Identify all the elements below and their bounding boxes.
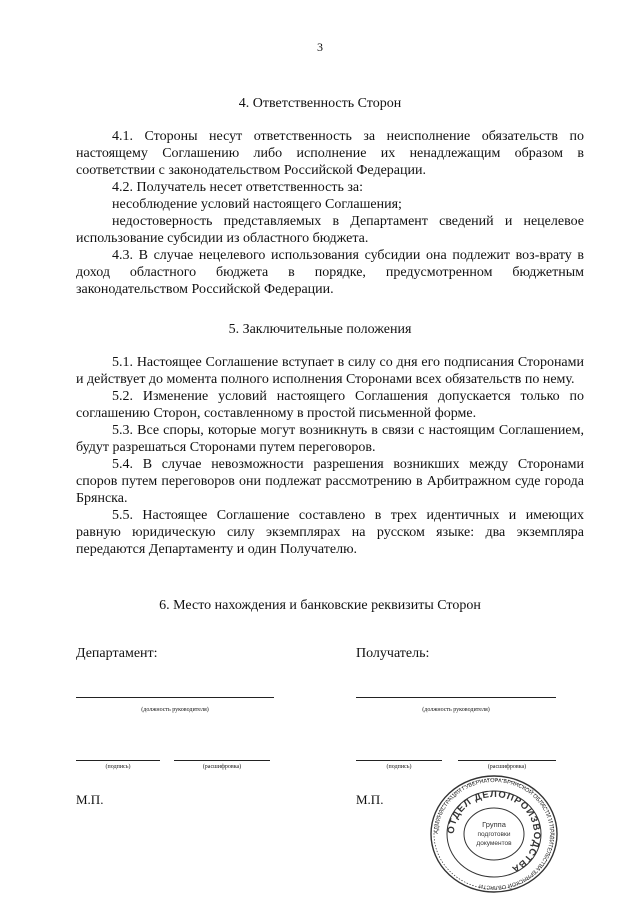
recipient-seal-label: М.П.	[356, 792, 384, 807]
clause-5-3: 5.3. Все споры, которые могут возникнуть в связи с настоящим Соглашением, будут разрешаться Сторонами путем переговоров.	[76, 423, 584, 455]
department-label: Департамент:	[76, 646, 158, 661]
stamp-outer-text: АДМИНИСТРАЦИЯ ГУБЕРНАТОРА БРЯНСКОЙ ОБЛАСТИ И ПРАВИТЕЛЬСТВА БРЯНСКОЙ ОБЛАСТИ	[433, 777, 555, 891]
recipient-decoding-caption: (расшифровка)	[487, 764, 527, 770]
recipient-signature-line	[356, 760, 442, 761]
department-signature-caption: (подпись)	[105, 764, 131, 770]
clause-5-5: 5.5. Настоящее Соглашение составлено в трех идентичных и имеющих равную юридическую силу экземплярах на русском языке: два экземпляра передаются Департаменту и один Получателю.	[76, 508, 584, 557]
department-signature-line	[76, 760, 160, 761]
page-number: 3	[317, 40, 323, 54]
section-5-title: 5. Заключительные положения	[228, 322, 412, 337]
stamp-center-line-2: подготовки	[477, 831, 511, 838]
document-stamp	[428, 774, 560, 894]
section-4-body	[76, 128, 584, 298]
recipient-label: Получатель:	[356, 646, 430, 661]
clause-4-2: 4.2. Получатель несет ответственность за:	[112, 180, 364, 195]
recipient-position-line	[356, 697, 556, 698]
section-6-title: 6. Место нахождения и банковские реквизиты Сторон	[159, 598, 481, 613]
clause-4-2-item-2: недостоверность представляемых в Департамент сведений и нецелевое использование субсидии из областного бюджета.	[76, 214, 584, 246]
recipient-signature-caption: (подпись)	[386, 764, 412, 770]
stamp-center-line-3: документов	[476, 840, 512, 847]
stamp-center-line-1: Группа	[482, 820, 506, 829]
clause-4-1: 4.1. Стороны несут ответственность за неисполнение обязательств по настоящему Соглашению либо исполнение их ненадлежащим образом в соответствии с законодательством Российской Федерации.	[76, 129, 584, 178]
department-position-line	[76, 697, 274, 698]
stamp-inner-text: ОТДЕЛ ДЕЛОПРОИЗВОДСТВА	[445, 788, 543, 875]
section-4-title: 4. Ответственность Сторон	[238, 96, 402, 111]
clause-5-2: 5.2. Изменение условий настоящего Соглашения допускается только по соглашению Сторон, составленному в простой письменной форме.	[76, 389, 584, 421]
recipient-decoding-line	[458, 760, 556, 761]
clause-4-2-item-1: несоблюдение условий настоящего Соглашения;	[112, 197, 402, 212]
clause-5-1: 5.1. Настоящее Соглашение вступает в силу со дня его подписания Сторонами и действует до момента полного исполнения Сторонами всех обязательств по нему.	[76, 355, 584, 387]
clause-4-3: 4.3. В случае нецелевого использования субсидии она подлежит воз-врату в доход областного бюджета в порядке, предусмотренном бюджетным законодательством Российской Федерации.	[76, 248, 584, 297]
department-decoding-line	[174, 760, 270, 761]
department-seal-label: М.П.	[76, 792, 104, 807]
department-position-caption: (должность руководителя)	[141, 707, 209, 713]
section-5-body	[76, 354, 584, 558]
clause-5-4: 5.4. В случае невозможности разрешения возникших между Сторонами споров путем переговоров они подлежат рассмотрению в Арбитражном суде города Брянска.	[76, 457, 584, 506]
department-decoding-caption: (расшифровка)	[202, 764, 242, 770]
recipient-position-caption: (должность руководителя)	[422, 707, 490, 713]
